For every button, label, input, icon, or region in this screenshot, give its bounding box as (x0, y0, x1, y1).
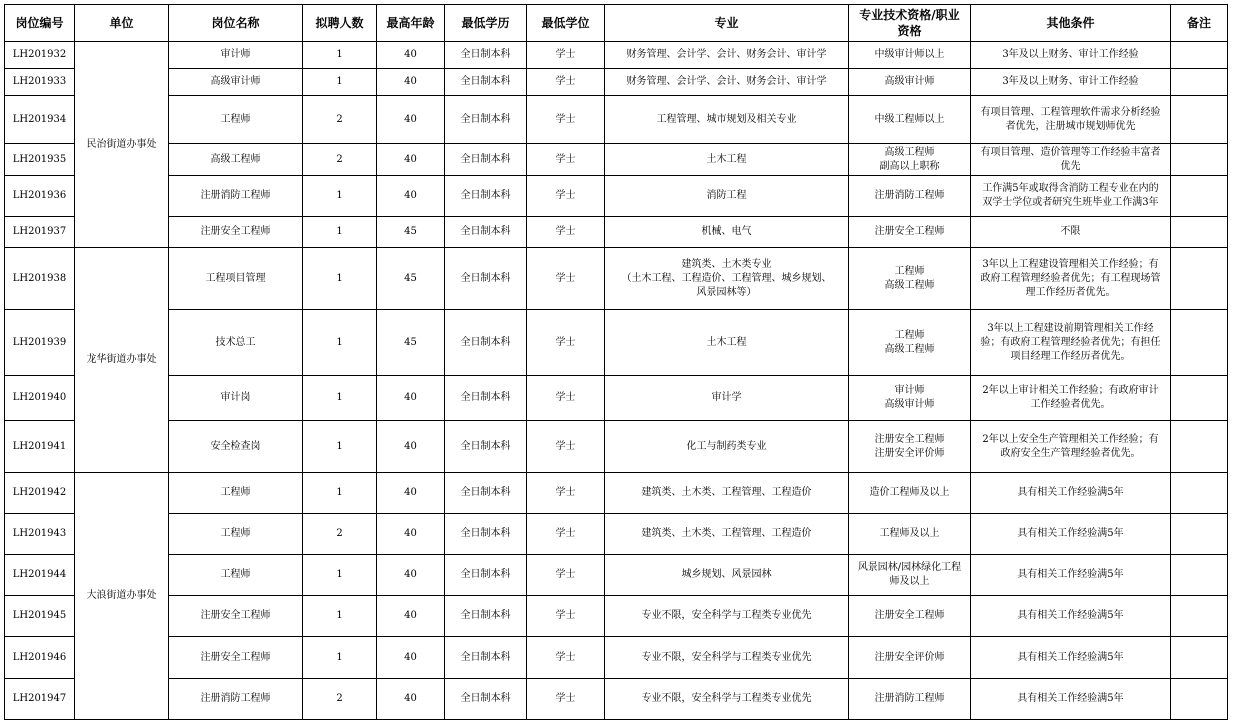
cell-count: 1 (303, 596, 377, 637)
cell-other: 3年及以上财务、审计工作经验 (971, 42, 1171, 69)
cell-code: LH201943 (5, 514, 75, 555)
cell-note (1171, 42, 1228, 69)
cell-education: 全日制本科 (445, 376, 527, 421)
cell-other: 具有相关工作经验满5年 (971, 596, 1171, 637)
cell-count: 1 (303, 376, 377, 421)
table-row (5, 679, 1228, 720)
cell-unit: 大浪街道办事处 (75, 473, 169, 720)
cell-age: 40 (377, 596, 445, 637)
cell-education: 全日制本科 (445, 555, 527, 596)
cell-code: LH201934 (5, 96, 75, 144)
cell-age: 45 (377, 248, 445, 310)
cell-degree: 学士 (527, 376, 605, 421)
cell-count: 1 (303, 42, 377, 69)
cell-note (1171, 596, 1228, 637)
cell-qualification: 风景园林/园林绿化工程 师及以上 (849, 555, 971, 596)
cell-other: 具有相关工作经验满5年 (971, 637, 1171, 679)
cell-degree: 学士 (527, 310, 605, 376)
cell-degree: 学士 (527, 421, 605, 473)
cell-code: LH201933 (5, 69, 75, 96)
table-row (5, 176, 1228, 217)
cell-education: 全日制本科 (445, 42, 527, 69)
cell-note (1171, 473, 1228, 514)
cell-code: LH201937 (5, 217, 75, 248)
cell-education: 全日制本科 (445, 144, 527, 176)
cell-degree: 学士 (527, 555, 605, 596)
cell-degree: 学士 (527, 473, 605, 514)
cell-count: 2 (303, 96, 377, 144)
cell-title: 审计岗 (169, 376, 303, 421)
cell-code: LH201944 (5, 555, 75, 596)
table-row (5, 42, 1228, 69)
cell-qualification: 注册安全工程师 注册安全评价师 (849, 421, 971, 473)
cell-count: 2 (303, 514, 377, 555)
table-row (5, 310, 1228, 376)
cell-code: LH201932 (5, 42, 75, 69)
cell-title: 注册消防工程师 (169, 679, 303, 720)
cell-other: 具有相关工作经验满5年 (971, 679, 1171, 720)
cell-note (1171, 555, 1228, 596)
cell-title: 审计师 (169, 42, 303, 69)
cell-unit: 民治街道办事处 (75, 42, 169, 248)
cell-other: 3年以上工程建设前期管理相关工作经 验；有政府工程管理经验者优先；有担任 项目经理工作经历者优先。 (971, 310, 1171, 376)
cell-code: LH201938 (5, 248, 75, 310)
job-table (4, 4, 1228, 720)
header-education: 最低学历 (445, 5, 527, 42)
cell-qualification: 工程师 高级工程师 (849, 310, 971, 376)
table-row (5, 376, 1228, 421)
cell-major: 土木工程 (605, 144, 849, 176)
cell-other: 工作满5年或取得含消防工程专业在内的 双学士学位或者研究生班毕业工作满3年 (971, 176, 1171, 217)
cell-unit: 龙华街道办事处 (75, 248, 169, 473)
cell-major: 专业不限，安全科学与工程类专业优先 (605, 637, 849, 679)
cell-note (1171, 310, 1228, 376)
cell-degree: 学士 (527, 217, 605, 248)
cell-title: 安全检查岗 (169, 421, 303, 473)
cell-note (1171, 176, 1228, 217)
cell-qualification: 工程师 高级工程师 (849, 248, 971, 310)
cell-education: 全日制本科 (445, 248, 527, 310)
cell-other: 3年及以上财务、审计工作经验 (971, 69, 1171, 96)
cell-qualification: 注册安全工程师 (849, 596, 971, 637)
cell-age: 40 (377, 42, 445, 69)
cell-other: 有项目管理、工程管理软件需求分析经验 者优先，注册城市规划师优先 (971, 96, 1171, 144)
cell-degree: 学士 (527, 96, 605, 144)
cell-education: 全日制本科 (445, 596, 527, 637)
cell-age: 40 (377, 679, 445, 720)
cell-other: 具有相关工作经验满5年 (971, 514, 1171, 555)
cell-degree: 学士 (527, 144, 605, 176)
cell-title: 工程师 (169, 514, 303, 555)
cell-major: 机械、电气 (605, 217, 849, 248)
cell-education: 全日制本科 (445, 217, 527, 248)
header-code: 岗位编号 (5, 5, 75, 42)
cell-age: 40 (377, 514, 445, 555)
cell-code: LH201939 (5, 310, 75, 376)
cell-qualification: 注册消防工程师 (849, 176, 971, 217)
cell-code: LH201936 (5, 176, 75, 217)
cell-title: 注册消防工程师 (169, 176, 303, 217)
cell-age: 40 (377, 637, 445, 679)
cell-major: 建筑类、土木类、工程管理、工程造价 (605, 473, 849, 514)
header-unit: 单位 (75, 5, 169, 42)
cell-count: 1 (303, 217, 377, 248)
cell-count: 1 (303, 421, 377, 473)
cell-education: 全日制本科 (445, 69, 527, 96)
cell-age: 40 (377, 176, 445, 217)
cell-qualification: 高级审计师 (849, 69, 971, 96)
cell-code: LH201946 (5, 637, 75, 679)
cell-other: 不限 (971, 217, 1171, 248)
cell-major: 工程管理、城市规划及相关专业 (605, 96, 849, 144)
cell-qualification: 高级工程师 副高以上职称 (849, 144, 971, 176)
cell-major: 财务管理、会计学、会计、财务会计、审计学 (605, 42, 849, 69)
cell-count: 1 (303, 637, 377, 679)
header-degree: 最低学位 (527, 5, 605, 42)
cell-note (1171, 248, 1228, 310)
cell-education: 全日制本科 (445, 421, 527, 473)
cell-degree: 学士 (527, 248, 605, 310)
cell-qualification: 中级工程师以上 (849, 96, 971, 144)
cell-age: 40 (377, 69, 445, 96)
cell-count: 1 (303, 310, 377, 376)
cell-note (1171, 144, 1228, 176)
cell-note (1171, 679, 1228, 720)
cell-count: 1 (303, 176, 377, 217)
header-note: 备注 (1171, 5, 1228, 42)
cell-major: 化工与制药类专业 (605, 421, 849, 473)
cell-age: 40 (377, 555, 445, 596)
cell-title: 工程师 (169, 473, 303, 514)
cell-age: 45 (377, 310, 445, 376)
cell-degree: 学士 (527, 596, 605, 637)
cell-qualification: 造价工程师及以上 (849, 473, 971, 514)
table-row (5, 555, 1228, 596)
cell-code: LH201945 (5, 596, 75, 637)
cell-count: 2 (303, 144, 377, 176)
cell-qualification: 工程师及以上 (849, 514, 971, 555)
table-row (5, 69, 1228, 96)
cell-title: 工程师 (169, 555, 303, 596)
table-row (5, 217, 1228, 248)
cell-code: LH201947 (5, 679, 75, 720)
cell-count: 1 (303, 248, 377, 310)
cell-qualification: 注册消防工程师 (849, 679, 971, 720)
cell-other: 3年以上工程建设管理相关工作经验；有 政府工程管理经验者优先；有工程现场管 理工作经历者优先。 (971, 248, 1171, 310)
table-row (5, 596, 1228, 637)
cell-count: 1 (303, 473, 377, 514)
cell-age: 40 (377, 144, 445, 176)
cell-age: 40 (377, 96, 445, 144)
cell-note (1171, 637, 1228, 679)
table-row (5, 514, 1228, 555)
cell-major: 建筑类、土木类、工程管理、工程造价 (605, 514, 849, 555)
header-title: 岗位名称 (169, 5, 303, 42)
cell-code: LH201940 (5, 376, 75, 421)
cell-degree: 学士 (527, 69, 605, 96)
cell-qualification: 审计师 高级审计师 (849, 376, 971, 421)
cell-note (1171, 96, 1228, 144)
cell-note (1171, 514, 1228, 555)
cell-major: 消防工程 (605, 176, 849, 217)
cell-degree: 学士 (527, 637, 605, 679)
cell-major: 建筑类、土木类专业 （土木工程、工程造价、工程管理、城乡规划、 风景园林等） (605, 248, 849, 310)
table-row (5, 248, 1228, 310)
table-row (5, 96, 1228, 144)
cell-code: LH201941 (5, 421, 75, 473)
cell-age: 45 (377, 217, 445, 248)
cell-education: 全日制本科 (445, 514, 527, 555)
table-row (5, 144, 1228, 176)
cell-title: 工程项目管理 (169, 248, 303, 310)
cell-age: 40 (377, 421, 445, 473)
cell-age: 40 (377, 376, 445, 421)
cell-major: 专业不限，安全科学与工程类专业优先 (605, 679, 849, 720)
cell-age: 40 (377, 473, 445, 514)
cell-education: 全日制本科 (445, 679, 527, 720)
cell-note (1171, 421, 1228, 473)
cell-other: 具有相关工作经验满5年 (971, 555, 1171, 596)
header-count: 拟聘人数 (303, 5, 377, 42)
cell-title: 工程师 (169, 96, 303, 144)
table-row (5, 473, 1228, 514)
cell-qualification: 中级审计师以上 (849, 42, 971, 69)
cell-qualification: 注册安全评价师 (849, 637, 971, 679)
cell-title: 注册安全工程师 (169, 596, 303, 637)
cell-degree: 学士 (527, 514, 605, 555)
cell-other: 2年以上审计相关工作经验；有政府审计 工作经验者优先。 (971, 376, 1171, 421)
header-qualification: 专业技术资格/职业 资格 (849, 5, 971, 42)
cell-education: 全日制本科 (445, 310, 527, 376)
cell-major: 审计学 (605, 376, 849, 421)
cell-degree: 学士 (527, 679, 605, 720)
header-major: 专业 (605, 5, 849, 42)
cell-title: 注册安全工程师 (169, 217, 303, 248)
cell-major: 城乡规划、风景园林 (605, 555, 849, 596)
cell-other: 有项目管理、造价管理等工作经验丰富者 优先 (971, 144, 1171, 176)
cell-title: 高级工程师 (169, 144, 303, 176)
cell-education: 全日制本科 (445, 637, 527, 679)
table-row (5, 421, 1228, 473)
cell-major: 土木工程 (605, 310, 849, 376)
cell-other: 具有相关工作经验满5年 (971, 473, 1171, 514)
cell-note (1171, 376, 1228, 421)
cell-title: 技术总工 (169, 310, 303, 376)
cell-count: 1 (303, 555, 377, 596)
cell-other: 2年以上安全生产管理相关工作经验；有 政府安全生产管理经验者优先。 (971, 421, 1171, 473)
header-other: 其他条件 (971, 5, 1171, 42)
cell-degree: 学士 (527, 176, 605, 217)
cell-count: 2 (303, 679, 377, 720)
cell-note (1171, 69, 1228, 96)
cell-degree: 学士 (527, 42, 605, 69)
cell-major: 财务管理、会计学、会计、财务会计、审计学 (605, 69, 849, 96)
table-row (5, 637, 1228, 679)
cell-qualification: 注册安全工程师 (849, 217, 971, 248)
cell-education: 全日制本科 (445, 176, 527, 217)
cell-code: LH201942 (5, 473, 75, 514)
cell-major: 专业不限，安全科学与工程类专业优先 (605, 596, 849, 637)
cell-title: 高级审计师 (169, 69, 303, 96)
cell-education: 全日制本科 (445, 96, 527, 144)
cell-note (1171, 217, 1228, 248)
cell-education: 全日制本科 (445, 473, 527, 514)
cell-count: 1 (303, 69, 377, 96)
cell-title: 注册安全工程师 (169, 637, 303, 679)
cell-code: LH201935 (5, 144, 75, 176)
header-age: 最高年龄 (377, 5, 445, 42)
